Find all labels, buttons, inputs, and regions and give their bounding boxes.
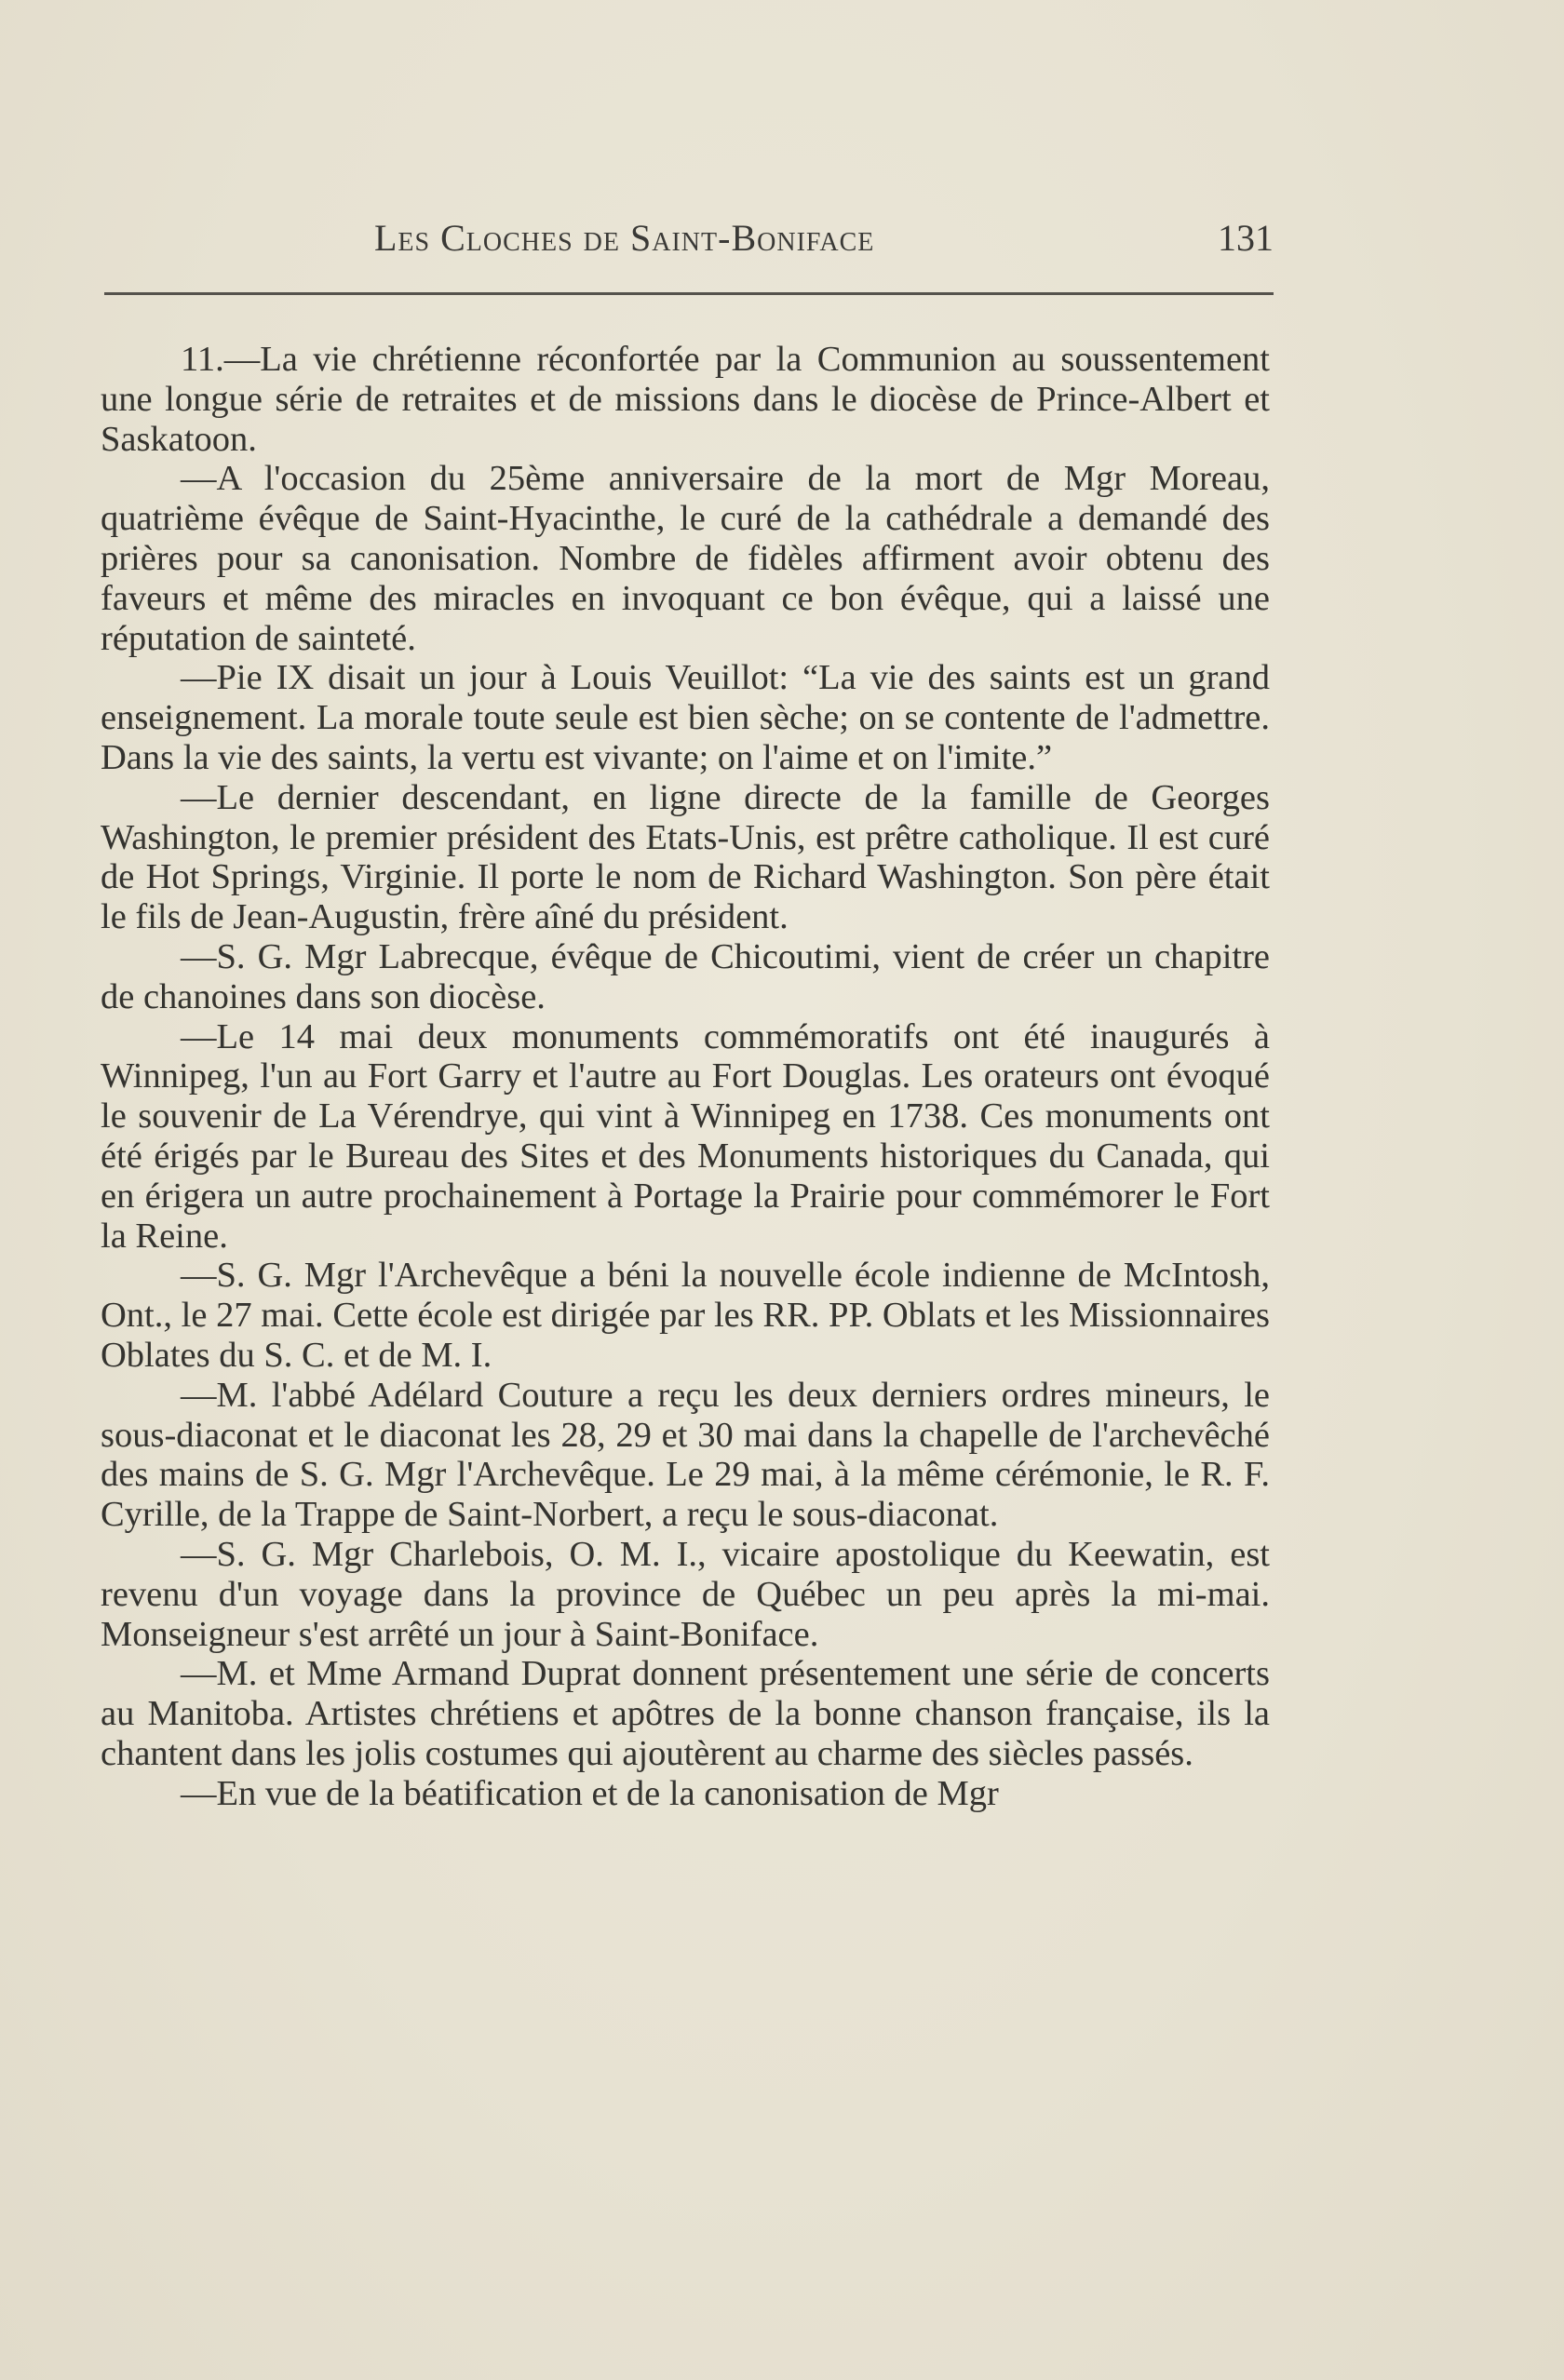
running-title: Les Cloches de Saint-Boniface	[374, 217, 875, 259]
paragraph: —M. et Mme Armand Duprat donnent présentement une série de concerts au Manitoba. Artistes chrétiens et apôtres de la bonne chanson française, ils la chantent dans les jolis costumes qui ajoutèrent au charme des siècles passés.	[101, 1654, 1270, 1773]
paragraph: —S. G. Mgr Charlebois, O. M. I., vicaire apostolique du Keewatin, est revenu d'un voyage dans la province de Québec un peu après la mi-mai. Monseigneur s'est arrêté un jour à Saint-Boniface.	[101, 1534, 1270, 1654]
body-text	[101, 340, 1270, 1813]
paragraph: —Pie IX disait un jour à Louis Veuillot: “La vie des saints est un grand enseignement. La morale toute seule est bien sèche; on se contente de l'admettre. Dans la vie des saints, la vertu est vivante; on l'aime et on l'imite.”	[101, 658, 1270, 777]
paragraph: —M. l'abbé Adélard Couture a reçu les deux derniers ordres mineurs, le sous-diaconat et le diaconat les 28, 29 et 30 mai dans la chapelle de l'archevêché des mains de S. G. Mgr l'Archevêque. Le 29 mai, à la même cérémonie, le R. F. Cyrille, de la Trappe de Saint-Norbert, a reçu le sous-diaconat.	[101, 1375, 1270, 1535]
paragraph: —Le 14 mai deux monuments commémoratifs ont été inaugurés à Winnipeg, l'un au Fort Garry et l'autre au Fort Douglas. Les orateurs ont évoqué le souvenir de La Vérendrye, qui vint à Winnipeg en 1738. Ces monuments ont été érigés par le Bureau des Sites et des Monuments historiques du Canada, qui en érigera un autre prochainement à Portage la Prairie pour commémorer le Fort la Reine.	[101, 1016, 1270, 1256]
paragraph: —A l'occasion du 25ème anniversaire de la mort de Mgr Moreau, quatrième évêque de Saint-Hyacinthe, le curé de la cathédrale a demandé des prières pour sa canonisation. Nombre de fidèles affirment avoir obtenu des faveurs et même des miracles en invoquant ce bon évêque, qui a laissé une réputation de sainteté.	[101, 459, 1270, 658]
page-header	[104, 216, 1274, 272]
paragraph: 11.—La vie chrétienne réconfortée par la Communion au soussentement une longue série de retraites et de missions dans le diocèse de Prince-Albert et Saskatoon.	[101, 340, 1270, 459]
paragraph: —S. G. Mgr l'Archevêque a béni la nouvelle école indienne de McIntosh, Ont., le 27 mai. Cette école est dirigée par les RR. PP. Oblats et les Missionnaires Oblates du S. C. et de M. I.	[101, 1256, 1270, 1375]
paragraph: —Le dernier descendant, en ligne directe de la famille de Georges Washington, le premier président des Etats-Unis, est prêtre catholique. Il est curé de Hot Springs, Virginie. Il porte le nom de Richard Washington. Son père était le fils de Jean-Augustin, frère aîné du président.	[101, 777, 1270, 937]
page-number: 131	[1218, 217, 1274, 259]
paragraph: —En vue de la béatification et de la canonisation de Mgr	[181, 1773, 999, 1813]
header-rule	[104, 292, 1274, 295]
paragraph: —S. G. Mgr Labrecque, évêque de Chicoutimi, vient de créer un chapitre de chanoines dans son diocèse.	[101, 936, 1270, 1016]
